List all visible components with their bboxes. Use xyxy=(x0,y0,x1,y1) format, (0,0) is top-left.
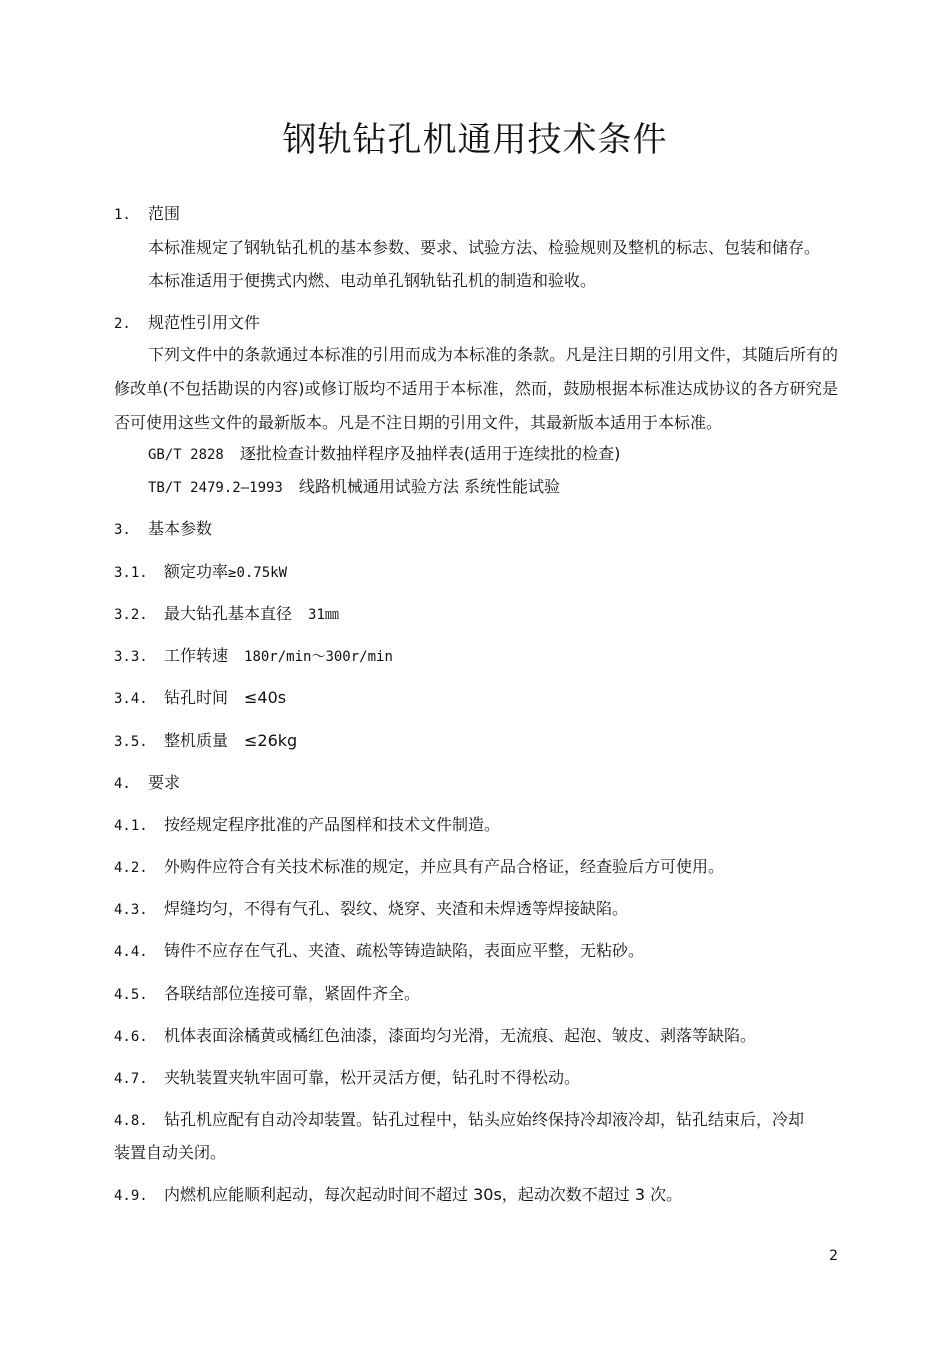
section-number: 1. xyxy=(114,207,131,223)
section-title: 要求 xyxy=(148,773,181,792)
section-title: 基本参数 xyxy=(148,519,213,538)
item-number: 4.8. xyxy=(114,1113,148,1129)
parameter-label: 工作转速 xyxy=(164,646,229,665)
parameter-value: ≤26kg xyxy=(244,731,298,750)
reference-item xyxy=(148,477,560,498)
item-number: 3.5. xyxy=(114,734,148,750)
parameter-value: ≤40s xyxy=(244,688,287,707)
item-number: 3.4. xyxy=(114,691,148,707)
reference-title: 线路机械通用试验方法 系统性能试验 xyxy=(298,477,560,496)
parameter-label: 钻孔时间 xyxy=(164,688,229,707)
section-number: 4. xyxy=(114,776,131,792)
requirement-item xyxy=(114,1026,756,1047)
parameter-label: 额定功率 xyxy=(164,562,229,581)
item-number: 3.1. xyxy=(114,565,148,581)
section-title: 规范性引用文件 xyxy=(148,313,261,332)
section-1-heading xyxy=(114,204,180,225)
parameter-label: 整机质量 xyxy=(164,731,229,750)
paragraph: 本标准规定了钢轨钻孔机的基本参数、要求、试验方法、检验规则及整机的标志、包装和储存。 xyxy=(148,238,821,257)
parameter-value: ≥0.75kW xyxy=(228,565,288,581)
requirement-text: 焊缝均匀，不得有气孔、裂纹、烧穿、夹渣和未焊透等焊接缺陷。 xyxy=(164,899,629,918)
requirement-item xyxy=(114,815,500,836)
document-title: 钢轨钻孔机通用技术条件 xyxy=(282,120,668,160)
requirement-item xyxy=(114,941,644,962)
reference-code: TB/T 2479.2—1993 xyxy=(148,480,283,496)
paragraph: 本标准适用于便携式内燃、电动单孔钢轨钻孔机的制造和验收。 xyxy=(148,271,597,290)
reference-item xyxy=(148,444,620,465)
requirement-item xyxy=(114,1185,682,1206)
item-number: 4.5. xyxy=(114,987,148,1003)
requirement-text: 机体表面涂橘黄或橘红色油漆，漆面均匀光滑，无流痕、起泡、皱皮、剥落等缺陷。 xyxy=(164,1026,757,1045)
item-number: 4.6. xyxy=(114,1029,148,1045)
paragraph: 下列文件中的条款通过本标准的引用而成为本标准的条款。凡是注日期的引用文件，其随后所有的修改单(不包括勘误的内容)或修订版均不适用于本标准，然而，鼓励根据本标准达成协议的各方研究是否可使用这些文件的最新版本。凡是不注日期的引用文件，其最新版本适用于本标准。 xyxy=(114,345,838,432)
page-number: 2 xyxy=(829,1248,838,1264)
requirement-text: 夹轨装置夹轨牢固可靠，松开灵活方便，钻孔时不得松动。 xyxy=(164,1068,581,1087)
requirement-text: 钻孔机应配有自动冷却装置。钻孔过程中，钻头应始终保持冷却液冷却，钻孔结束后，冷却 xyxy=(164,1110,805,1129)
reference-title: 逐批检查计数抽样程序及抽样表(适用于连续批的检查) xyxy=(239,444,621,463)
item-number: 4.4. xyxy=(114,944,148,960)
parameter-label: 最大钻孔基本直径 xyxy=(164,604,293,623)
parameter-value: 180r/min～300r/min xyxy=(244,649,393,665)
item-number: 3.3. xyxy=(114,649,148,665)
requirement-text: 外购件应符合有关技术标准的规定，并应具有产品合格证，经查验后方可使用。 xyxy=(164,857,725,876)
item-number: 4.3. xyxy=(114,902,148,918)
item-number: 4.7. xyxy=(114,1071,148,1087)
requirement-continuation: 装置自动关闭。 xyxy=(114,1143,227,1162)
parameter-item xyxy=(114,604,339,625)
parameter-item xyxy=(114,646,393,667)
requirement-item xyxy=(114,899,628,920)
section-4-heading xyxy=(114,773,180,794)
item-number: 4.9. xyxy=(114,1188,148,1204)
reference-code: GB/T 2828 xyxy=(148,447,224,463)
parameter-value: 31㎜ xyxy=(308,607,339,623)
requirement-text: 各联结部位连接可靠，紧固件齐全。 xyxy=(164,984,421,1003)
requirement-item xyxy=(114,984,420,1005)
requirement-item xyxy=(114,1068,580,1089)
parameter-item xyxy=(114,562,287,583)
requirement-item xyxy=(114,1110,804,1131)
item-number: 4.1. xyxy=(114,818,148,834)
requirement-text: 铸件不应存在气孔、夹渣、疏松等铸造缺陷，表面应平整，无粘砂。 xyxy=(164,941,645,960)
parameter-item xyxy=(114,688,286,709)
item-number: 4.2. xyxy=(114,860,148,876)
section-2-heading xyxy=(114,313,260,334)
requirement-item xyxy=(114,857,724,878)
requirement-text: 内燃机应能顺利起动，每次起动时间不超过 30s，起动次数不超过 3 次。 xyxy=(164,1185,683,1204)
section-number: 3. xyxy=(114,522,131,538)
section-3-heading xyxy=(114,519,212,540)
parameter-item xyxy=(114,731,297,752)
item-number: 3.2. xyxy=(114,607,148,623)
section-title: 范围 xyxy=(148,204,181,223)
section-number: 2. xyxy=(114,316,131,332)
requirement-text: 按经规定程序批准的产品图样和技术文件制造。 xyxy=(164,815,501,834)
